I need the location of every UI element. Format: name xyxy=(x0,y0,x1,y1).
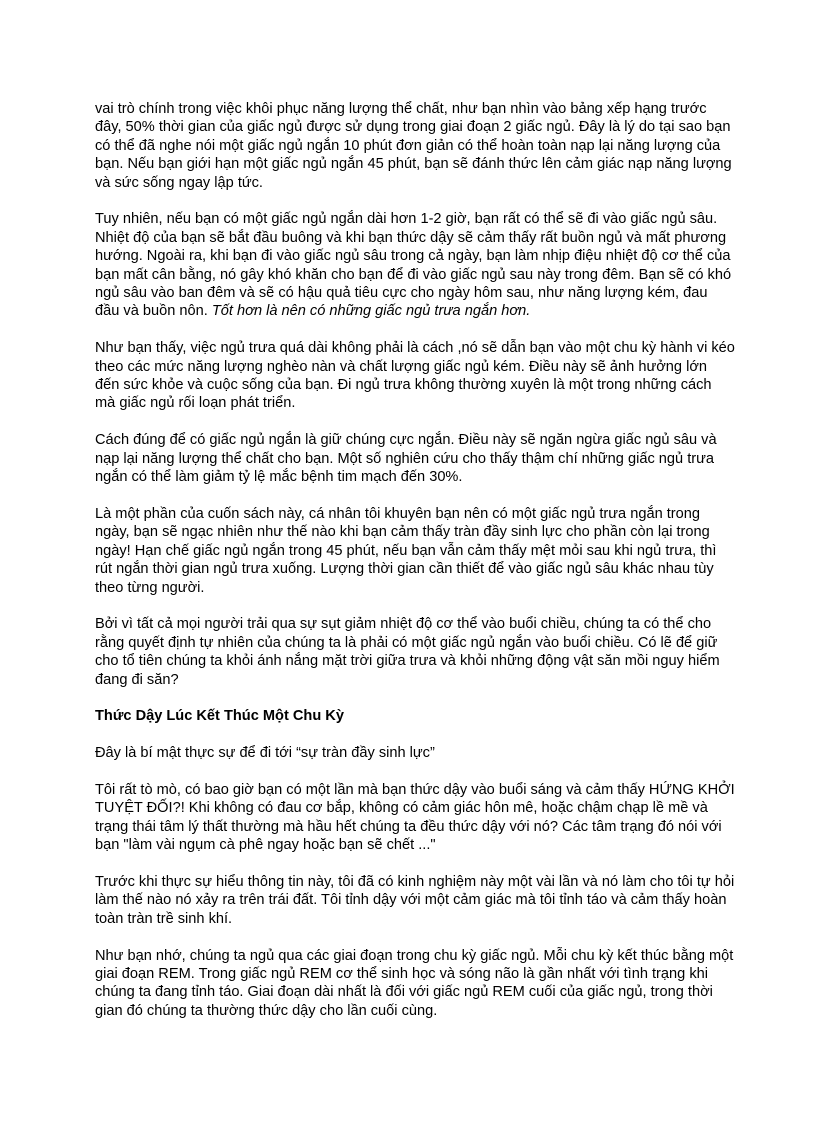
section-heading: Thức Dậy Lúc Kết Thúc Một Chu Kỳ xyxy=(95,708,344,725)
paragraph-emphasis: Tốt hơn là nên có những giấc ngủ trưa ngắn hơn. xyxy=(211,303,531,320)
paragraph: Là một phần của cuốn sách này, cá nhân tôi khuyên bạn nên có một giấc ngủ trưa ngắn trong ngày, bạn sẽ ngạc nhiên như thế nào khi bạn cảm thấy tràn đầy sinh lực cho phần còn lại trong ngày! Hạn chế giấc ngủ ngắn trong 45 phút, nếu bạn vẫn cảm thấy mệt mỏi sau khi ngủ trưa, thì rút ngắn thời gian ngủ trưa xuống. Lượng thời gian cần thiết để vào giấc ngủ sâu khác nhau tùy theo từng người. xyxy=(95,505,717,596)
paragraph-text: Tuy nhiên, nếu bạn có một giấc ngủ ngắn dài hơn 1-2 giờ, bạn rất có thể sẽ đi vào giấc ngủ sâu. Nhiệt độ của bạn sẽ bắt đầu buông và khi bạn thức dậy sẽ cảm thấy rất buồn ngủ và mất phương hướng. Ngoài ra, khi bạn đi vào giấc ngủ sâu trong cả ngày, bạn làm nhịp điệu nhiệt độ cơ thể của bạn mất cân bằng, nó gây khó khăn cho bạn để đi vào giấc ngủ sau này trong đêm. Bạn sẽ có khó ngủ sâu vào ban đêm và sẽ có hậu quả tiêu cực cho ngày hôm sau, như năng lượng kém, đau đầu và buồn nôn. xyxy=(95,211,732,320)
paragraph: Như bạn thấy, việc ngủ trưa quá dài không phải là cách ,nó sẽ dẫn bạn vào một chu kỳ hành vi kéo theo các mức năng lượng nghèo nàn và chất lượng giấc ngủ kém. Điều này sẽ ảnh hưởng lớn đến sức khỏe và cuộc sống của bạn. Đi ngủ trưa không thường xuyên là một trong những cách mà giấc ngủ rối loạn phát triển. xyxy=(95,340,735,412)
paragraph: Bởi vì tất cả mọi người trải qua sự sụt giảm nhiệt độ cơ thể vào buổi chiều, chúng ta có thể cho rằng quyết định tự nhiên của chúng ta là phải có một giấc ngủ ngắn vào buổi chiều. Có lẽ để giữ cho tổ tiên chúng ta khỏi ánh nắng mặt trời giữa trưa và khỏi những động vật săn mồi nguy hiểm đang đi săn? xyxy=(95,616,720,688)
paragraph: Như bạn nhớ, chúng ta ngủ qua các giai đoạn trong chu kỳ giấc ngủ. Mỗi chu kỳ kết thúc bằng một giai đoạn REM. Trong giấc ngủ REM cơ thể sinh học và sóng não là gần nhất với tình trạng khi chúng ta đang tỉnh táo. Giai đoạn dài nhất là đối với giấc ngủ REM cuối của giấc ngủ, trong thời gian đó chúng ta thường thức dậy cho lần cuối cùng. xyxy=(95,947,734,1019)
paragraph: Đây là bí mật thực sự để đi tới “sự tràn đầy sinh lực” xyxy=(95,745,435,762)
paragraph: vai trò chính trong việc khôi phục năng lượng thể chất, như bạn nhìn vào bảng xếp hạng trước đây, 50% thời gian của giấc ngủ được sử dụng trong giai đoạn 2 giấc ngủ. Đây là lý do tại sao bạn có thể đã nghe nói một giấc ngủ ngắn 10 phút đơn giản có thể hoàn toàn nạp lại năng lượng của bạn. Nếu bạn giới hạn một giấc ngủ ngắn 45 phút, bạn sẽ đánh thức lên cảm giác nạp năng lượng và sức sống ngay lập tức. xyxy=(95,101,732,191)
paragraph xyxy=(95,210,735,320)
document-body xyxy=(95,100,735,1039)
paragraph: Cách đúng để có giấc ngủ ngắn là giữ chúng cực ngắn. Điều này sẽ ngăn ngừa giấc ngủ sâu và nạp lại năng lượng thể chất cho bạn. Một số nghiên cứu cho thấy thậm chí những giấc ngủ trưa ngắn có thể làm giảm tỷ lệ mắc bệnh tim mạch đến 30%. xyxy=(95,432,717,486)
paragraph: Trước khi thực sự hiểu thông tin này, tôi đã có kinh nghiệm này một vài lần và nó làm cho tôi tự hỏi làm thế nào nó xảy ra trên trái đất. Tôi tỉnh dậy với một cảm giác mà tôi tỉnh táo và cảm thấy hoàn toàn tràn trề sinh khí. xyxy=(95,873,735,927)
paragraph: Tôi rất tò mò, có bao giờ bạn có một lần mà bạn thức dậy vào buổi sáng và cảm thấy HỨNG KHỞI TUYỆT ĐỐI?! Khi không có đau cơ bắp, không có cảm giác hôn mê, hoặc chậm chạp lề mề và trạng thái tâm lý thất thường mà hầu hết chúng ta đều thức dậy với nó? Các tâm trạng đó nói với bạn "làm vài ngụm cà phê ngay hoặc bạn sẽ chết ..." xyxy=(95,781,735,854)
